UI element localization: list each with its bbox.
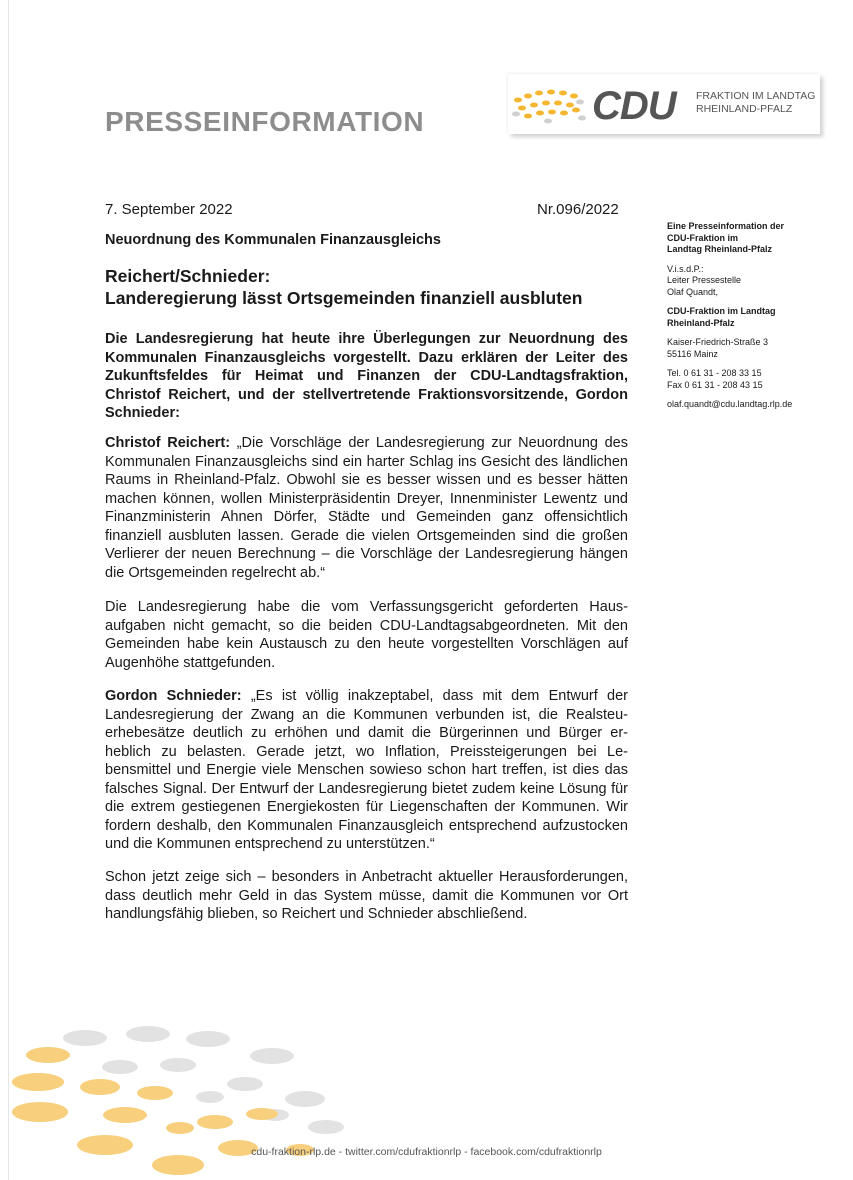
document-heading: PRESSEINFORMATION <box>105 106 425 137</box>
logo-brand-text: CDU <box>592 84 676 128</box>
sidebar-phone <box>667 368 827 391</box>
quote-text: „Es ist völlig inakzeptabel, dass mit dem Entwurf der Landesregierung der Zwang an die Kommunen verbunden ist, die Realsteuerhebesätze deutlich zu erhöhen und damit die Bürgerinnen und Bürger erheblich zu belasten. Gerade jetzt, wo Inflation, Preissteigerungen bei Lebensmittel und Energie viele Menschen sowieso schon hart treffen, ist dies das falsches Signal. Der Entwurf der Landesregierung bietet zudem keine Lösung für die extrem gestiegenen Energiekosten für Liegenschaften der Kommunen. Wir fordern deshalb, den Kommunalen Finanzausgleich entsprechend aufzustocken und die Kommunen entsprechend zu unterstützen.“ <box>105 688 628 852</box>
speaker-name: Gordon Schnieder: <box>105 688 242 704</box>
release-number: Nr.096/2022 <box>537 201 619 218</box>
sidebar-phone-line: Tel. 0 61 31 - 208 33 15 <box>667 368 762 378</box>
page-edge <box>8 0 9 1180</box>
release-date: 7. September 2022 <box>105 201 233 218</box>
sidebar-email[interactable]: olaf.quandt@cdu.landtag.rlp.de <box>667 399 793 409</box>
logo-subtitle-line1: FRAKTION IM LANDTAG <box>696 90 816 102</box>
sidebar-address-line: 55116 Mainz <box>667 348 718 359</box>
sidebar-org-line: CDU-Fraktion im Landtag <box>667 306 776 316</box>
release-topic: Neuordnung des Kommunalen Finanzausgleichs <box>105 232 441 248</box>
closing-paragraph: Schon jetzt zeige sich – besonders in Anbetracht aktueller Herausforderungen, dass deutlich mehr Geld in das System müsse, damit die Kommunen vor Ort handlungsfähig blieben, so Reichert und Schnieder abschließend. <box>105 869 628 922</box>
sidebar-fax-line: Fax 0 61 31 - 208 43 15 <box>667 379 763 390</box>
sidebar-address-line: Kaiser-Friedrich-Straße 3 <box>667 337 769 347</box>
headline-line-1: Reichert/Schnieder: <box>105 266 271 286</box>
schnieder-quote-paragraph <box>105 687 628 854</box>
sidebar-address <box>667 337 827 360</box>
sidebar-organization <box>667 306 827 329</box>
release-headline <box>105 265 582 309</box>
sidebar-visdp <box>667 264 827 299</box>
sidebar-intro-line: CDU-Fraktion im <box>667 232 739 243</box>
cdu-logo <box>508 74 820 134</box>
lead-paragraph: Die Landesregierung hat heute ihre Überlegungen zur Neuordnung des Kommunalen Finanzausgleichs vorgestellt. Dazu erklären der Leiter des Zukunftsfeldes für Heimat und Finanzen der CDU-Landtagsfraktion, Christof Reichert, und der stellvertretende Fraktionsvorsitzende, Gordon Schnieder: <box>105 331 628 421</box>
footer-links[interactable]: cdu-fraktion-rlp.de - twitter.com/cdufraktionrlp - facebook.com/cdufraktionrlp <box>251 1146 602 1158</box>
sidebar-visdp-line: Olaf Quandt, <box>667 286 719 297</box>
sidebar-intro-line: Eine Presseinformation der <box>667 221 785 231</box>
body-paragraph: Die Landesregierung habe die vom Verfassungsgericht geforderten Hausaufgaben nicht gemacht, so die beiden CDU-Landtagsabgeordneten. Mit den Gemeinden habe kein Austausch zu den heute vorgestellten Vorschlägen auf Augenhöhe stattgefunden. <box>105 599 628 671</box>
speaker-name: Christof Reichert: <box>105 435 231 451</box>
quote-text: „Die Vorschläge der Landesregierung zur Neuordnung des Kommunalen Finanzausgleichs sind ein harter Schlag ins Gesicht des ländlichen Raums in Rheinland-Pfalz. Obwohl sie es besser wissen und es besser hätten machen können, wollen Ministerpräsidentin Dreyer, Innenminister Lewentz und Finanzministerin Ahnen Dörfer, Städte und Gemeinden ganz offensichtlich finanziell ausbluten lassen. Gerade die vielen Ortsgemeinden sind die großen Verlierer der neuen Berechnung – die Vorschläge der Landesregierung hängen die Ortsgemeinden regelrecht ab.“ <box>105 435 628 581</box>
logo-subtitle-line2: RHEINLAND-PFALZ <box>696 103 793 115</box>
sidebar-visdp-line: Leiter Pressestelle <box>667 275 742 285</box>
reichert-quote-paragraph <box>105 434 628 582</box>
logo-dots-icon <box>508 80 588 130</box>
sidebar-intro <box>667 221 827 256</box>
headline-line-2: Landeregierung lässt Ortsgemeinden finanziell ausbluten <box>105 288 583 308</box>
sidebar-intro-line: Landtag Rheinland-Pfalz <box>667 244 773 254</box>
sidebar-visdp-line: V.i.s.d.P.: <box>667 263 704 274</box>
contact-sidebar <box>667 221 827 419</box>
sidebar-org-line: Rheinland-Pfalz <box>667 317 735 328</box>
